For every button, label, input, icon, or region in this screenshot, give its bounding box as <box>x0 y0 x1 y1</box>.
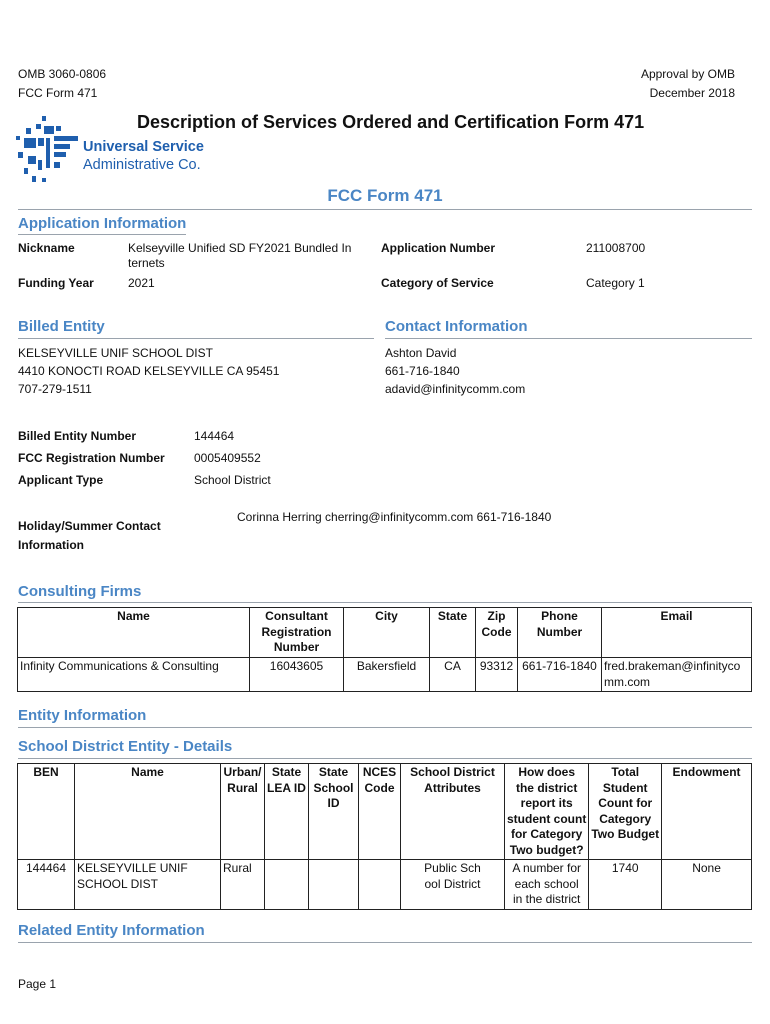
school-district-table <box>17 763 752 910</box>
entity-urban-rural: Rural <box>221 860 265 910</box>
col-student-count-method: How does the district report its student count for Category Two budget? <box>505 764 589 860</box>
funding-year-label: Funding Year <box>18 276 94 290</box>
fcc-registration-value: 0005409552 <box>194 451 261 465</box>
omb-approval-date: December 2018 <box>649 86 735 100</box>
col-state-lea: State LEA ID <box>265 764 309 860</box>
page-number: Page 1 <box>18 977 57 991</box>
holiday-contact-label-1: Holiday/Summer Contact <box>18 519 161 533</box>
firm-state: CA <box>430 658 476 692</box>
col-nces: NCES Code <box>359 764 401 860</box>
firm-phone: 661-716-1840 <box>518 658 602 692</box>
holiday-contact-value: Corinna Herring cherring@infinitycomm.com 661-716-1840 <box>237 510 552 524</box>
entity-header-row <box>18 764 752 860</box>
consulting-firms-table <box>17 607 752 692</box>
logo-line-1: Universal Service <box>83 139 204 155</box>
contact-email[interactable]: adavid@infinitycomm.com <box>385 382 526 396</box>
contact-info-heading: Contact Information <box>385 318 528 335</box>
col-name: Name <box>18 608 250 658</box>
entity-count-method: A number for each school in the district <box>505 860 589 910</box>
contact-phone: 661-716-1840 <box>385 364 460 378</box>
firm-registration: 16043605 <box>250 658 344 692</box>
logo-line-2: Administrative Co. <box>83 157 201 173</box>
col-city: City <box>344 608 430 658</box>
entity-info-heading: Entity Information <box>18 707 147 724</box>
col-state-school: State School ID <box>309 764 359 860</box>
col-zip: Zip Code <box>476 608 518 658</box>
funding-year-value: 2021 <box>128 276 155 290</box>
category-value: Category 1 <box>586 276 645 290</box>
entity-nces <box>359 860 401 910</box>
application-number-label: Application Number <box>381 241 496 255</box>
nickname-label: Nickname <box>18 241 75 255</box>
firm-email[interactable]: fred.brakeman@infinityco mm.com <box>602 658 752 692</box>
omb-number: OMB 3060-0806 <box>18 67 107 81</box>
col-urban-rural: Urban/ Rural <box>221 764 265 860</box>
omb-approval: Approval by OMB <box>640 67 735 81</box>
applicant-type-label: Applicant Type <box>18 473 104 487</box>
nickname-value: Kelseyville Unified SD FY2021 Bundled In ternets <box>128 241 352 270</box>
entity-endowment: None <box>662 860 752 910</box>
billed-entity-number-value: 144464 <box>194 429 235 443</box>
col-state: State <box>430 608 476 658</box>
category-label: Category of Service <box>381 276 494 290</box>
fcc-registration-label: FCC Registration Number <box>18 451 165 465</box>
billed-entity-address: 4410 KONOCTI ROAD KELSEYVILLE CA 95451 <box>18 364 280 378</box>
usac-logo-icon <box>16 116 78 186</box>
billed-entity-name: KELSEYVILLE UNIF SCHOOL DIST <box>18 346 213 360</box>
entity-ben: 144464 <box>18 860 75 910</box>
col-phone: Phone Number <box>518 608 602 658</box>
related-entity-heading: Related Entity Information <box>18 922 205 939</box>
billed-entity-heading: Billed Entity <box>18 318 105 335</box>
billed-entity-number-label: Billed Entity Number <box>18 429 137 443</box>
form-id: FCC Form 471 <box>18 86 98 100</box>
table-row <box>18 658 752 692</box>
consulting-header-row <box>18 608 752 658</box>
entity-state-school <box>309 860 359 910</box>
col-total-student-count: Total Student Count for Category Two Budget <box>589 764 662 860</box>
firm-name: Infinity Communications & Consulting <box>18 658 250 692</box>
col-entity-name: Name <box>75 764 221 860</box>
entity-attributes: Public Sch ool District <box>401 860 505 910</box>
col-email: Email <box>602 608 752 658</box>
application-info-heading: Application Information <box>18 215 187 232</box>
form-title: FCC Form 471 <box>327 186 443 205</box>
contact-name: Ashton David <box>385 346 457 360</box>
entity-name: KELSEYVILLE UNIF SCHOOL DIST <box>75 860 221 910</box>
col-attributes: School District Attributes <box>401 764 505 860</box>
applicant-type-value: School District <box>194 473 271 487</box>
consulting-firms-heading: Consulting Firms <box>18 583 142 600</box>
firm-zip: 93312 <box>476 658 518 692</box>
col-registration: Consultant Registration Number <box>250 608 344 658</box>
firm-city: Bakersfield <box>344 658 430 692</box>
school-district-details-heading: School District Entity - Details <box>18 738 233 755</box>
application-number-value: 211008700 <box>586 241 646 255</box>
entity-total-count: 1740 <box>589 860 662 910</box>
entity-state-lea <box>265 860 309 910</box>
document-title: Description of Services Ordered and Certification Form 471 <box>137 112 645 132</box>
col-ben: BEN <box>18 764 75 860</box>
col-endowment: Endowment <box>662 764 752 860</box>
billed-entity-phone: 707-279-1511 <box>18 382 92 396</box>
holiday-contact-label-2: Information <box>18 538 84 552</box>
table-row <box>18 860 752 910</box>
